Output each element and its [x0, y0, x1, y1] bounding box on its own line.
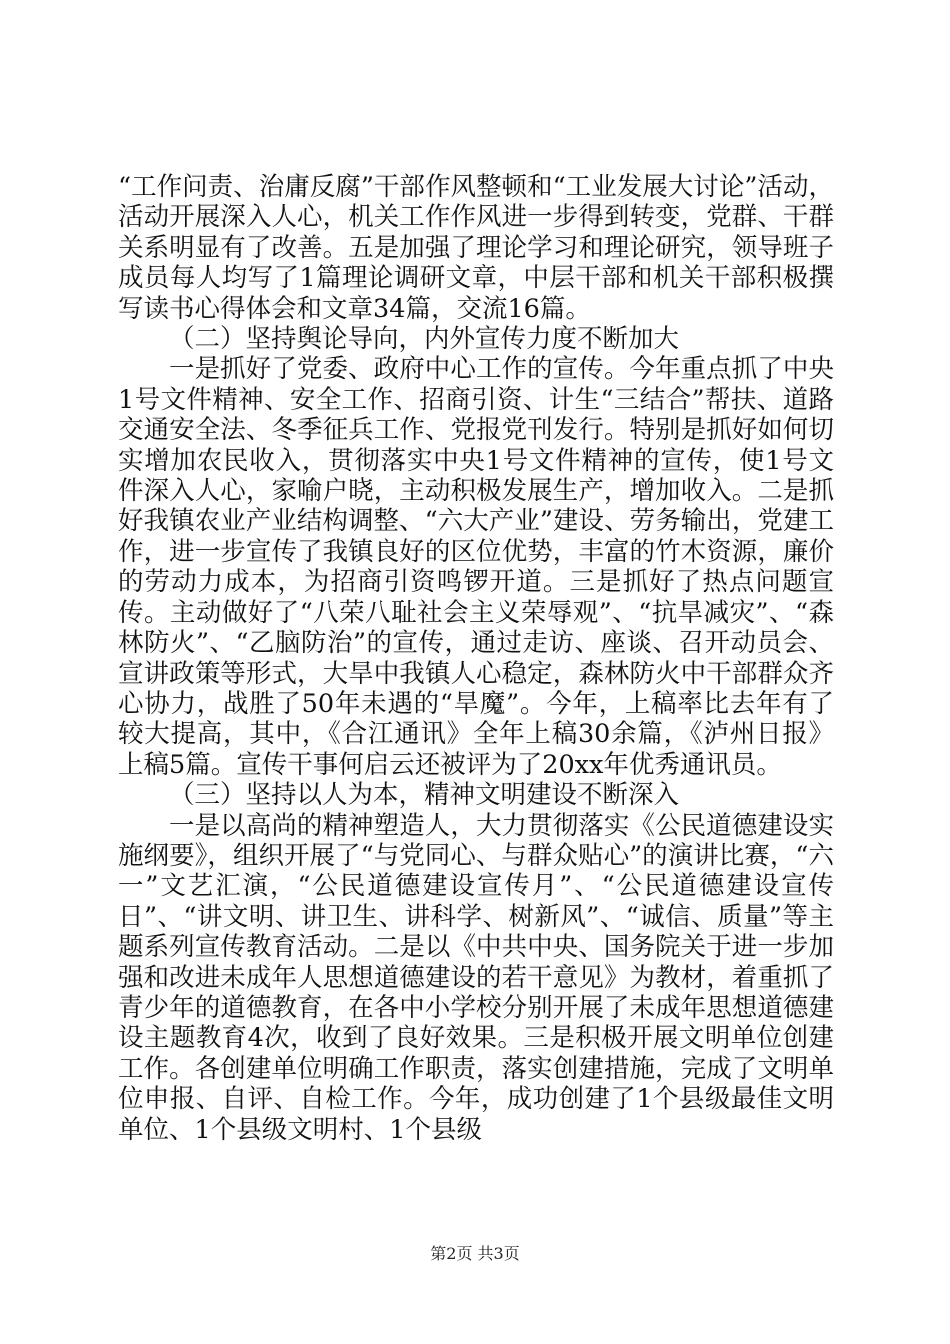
page-footer: 第2页 共3页 [430, 1244, 520, 1263]
paragraph-continuation: “工作问责、治庸反腐”干部作风整顿和“工业发展大讨论”活动，活动开展深入人心，机关工作作风进一步得到转变，党群、干群关系明显有了改善。五是加强了理论学习和理论研究，领导班子成员每人均写了1篇理论调研文章，中层干部和机关干部积极撰写读书心得体会和文章34篇，交流16篇。 [118, 172, 834, 324]
section-heading-two: （二）坚持舆论导向，内外宣传力度不断加大 [169, 324, 680, 355]
paragraph-civilization: 一是以高尚的精神塑造人，大力贯彻落实《公民道德建设实施纲要》，组织开展了“与党同心、与群众贴心”的演讲比赛，“六一”文艺汇演，“公民道德建设宣传月”、“公民道德建设宣传日”、“讲文明、讲卫生、讲科学、树新风”、“诚信、质量”等主题系列宣传教育活动。二是以《中共中央、国务院关于进一步加强和改进未成年人思想道德建设的若干意见》为教材，着重抓了青少年的道德教育，在各中小学校分别开展了未成年思想道德建设主题教育4次，收到了良好效果。三是积极开展文明单位创建工作。各创建单位明确工作职责，落实创建措施，完成了文明单位申报、自评、自检工作。今年，成功创建了1个县级最佳文明单位、1个县级文明村、1个县级 [118, 810, 834, 1145]
document-body [118, 172, 834, 1145]
paragraph-publicity: 一是抓好了党委、政府中心工作的宣传。今年重点抓了中央1号文件精神、安全工作、招商引资、计生“三结合”帮扶、道路交通安全法、冬季征兵工作、党报党刊发行。特别是抓好如何切实增加农民收入，贯彻落实中央1号文件精神的宣传，使1号文件深入人心，家喻户晓，主动积极发展生产，增加收入。二是抓好我镇农业产业结构调整、“六大产业”建设、劳务输出，党建工作，进一步宣传了我镇良好的区位优势，丰富的竹木资源，廉价的劳动力成本，为招商引资鸣锣开道。三是抓好了热点问题宣传。主动做好了“八荣八耻社会主义荣辱观”、“抗旱减灾”、“森林防火”、“乙脑防治”的宣传，通过走访、座谈、召开动员会、宣讲政策等形式，大旱中我镇人心稳定，森林防火中干部群众齐心协力，战胜了50年未遇的“旱魔”。今年，上稿率比去年有了较大提高，其中，《合江通讯》全年上稿30余篇，《泸州日报》上稿5篇。宣传干事何启云还被评为了20xx年优秀通讯员。 [118, 354, 834, 780]
section-heading-three: （三）坚持以人为本，精神文明建设不断深入 [169, 780, 680, 811]
